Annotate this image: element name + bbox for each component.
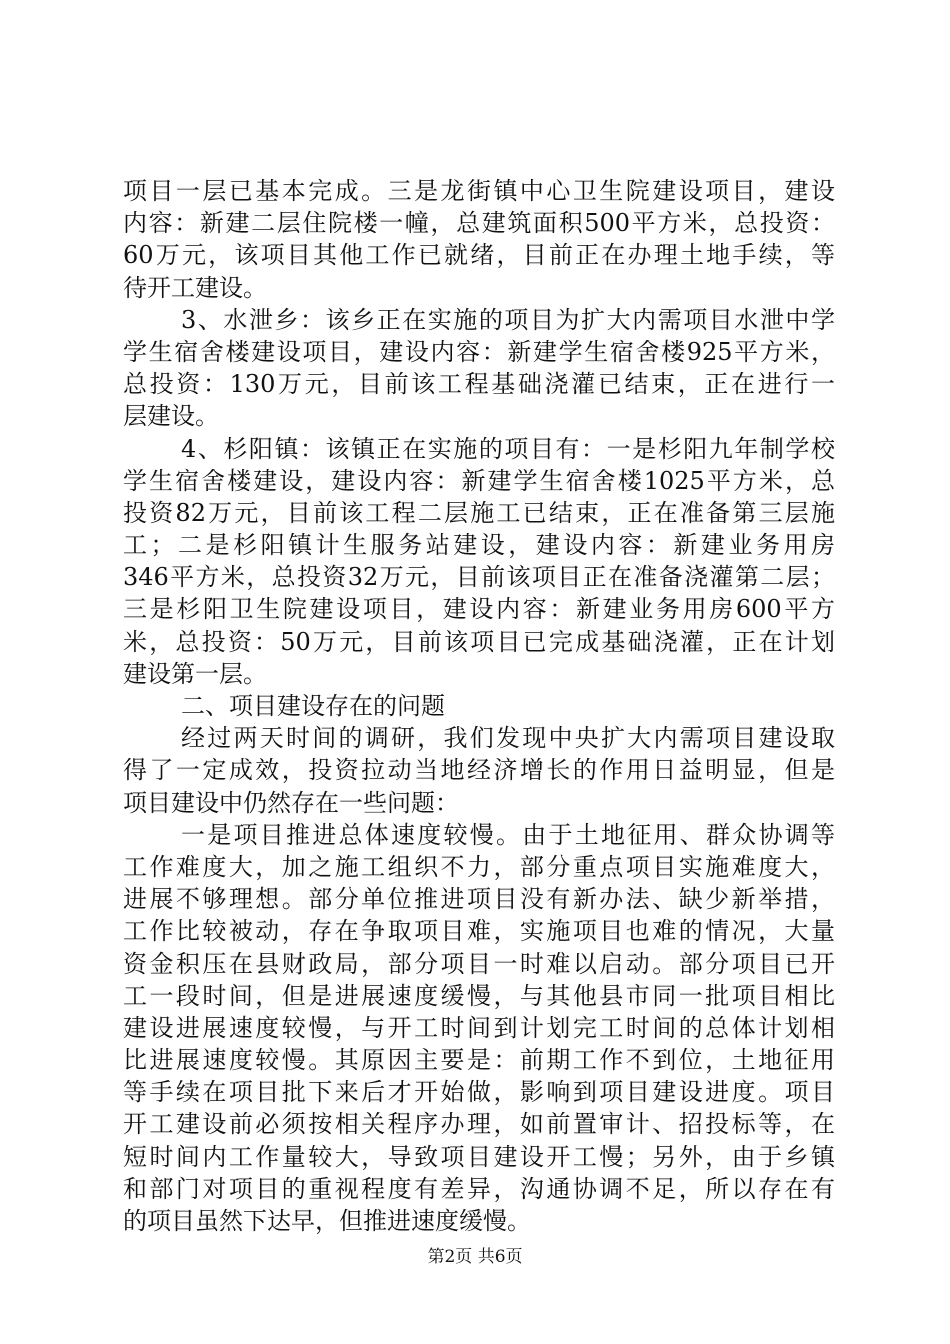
text-line: 比进展速度较慢。其原因主要是：前期工作不到位，土地征用 [123,1046,835,1075]
text-line: 进展不够理想。部分单位推进项目没有新办法、缺少新举措， [123,885,835,914]
text-line: 层建设。 [123,402,219,431]
text-line: 60万元，该项目其他工作已就绪，目前正在办理土地手续，等 [123,241,835,270]
text-line: 米，总投资：50万元，目前该项目已完成基础浇灌，正在计划 [123,627,835,656]
text-line: 学生宿舍楼建设项目，建设内容：新建学生宿舍楼925平方米， [123,337,835,366]
text-line: 346平方米，总投资32万元，目前该项目正在准备浇灌第二层； [123,563,835,592]
text-line: 待开工建设。 [123,273,267,302]
text-line: 等手续在项目批下来后才开始做，影响到项目建设进度。项目 [123,1078,835,1107]
text-line: 工作比较被动，存在争取项目难，实施项目也难的情况，大量 [123,917,835,946]
text-line: 开工建设前必须按相关程序办理，如前置审计、招投标等，在 [123,1110,835,1139]
text-line: 经过两天时间的调研，我们发现中央扩大内需项目建设取 [181,724,835,753]
text-line: 短时间内工作量较大，导致项目建设开工慢；另外，由于乡镇 [123,1142,835,1171]
text-line: 项目一层已基本完成。三是龙街镇中心卫生院建设项目，建设 [123,177,835,205]
text-line: 三是杉阳卫生院建设项目，建设内容：新建业务用房600平方 [123,595,835,624]
text-line: 一是项目推进总体速度较慢。由于土地征用、群众协调等 [181,820,835,849]
text-line: 的项目虽然下达早，但推进速度缓慢。 [123,1207,531,1235]
text-line: 4、杉阳镇：该镇正在实施的项目有：一是杉阳九年制学校 [181,434,835,463]
section-heading: 二、项目建设存在的问题 [181,692,445,720]
page-footer [0,1246,950,1268]
text-line: 建设第一层。 [123,659,267,688]
text-line: 工一段时间，但是进展速度缓慢，与其他县市同一批项目相比 [123,981,835,1010]
text-line: 总投资：130万元，目前该工程基础浇灌已结束，正在进行一 [123,370,835,399]
text-line: 内容：新建二层住院楼一幢，总建筑面积500平方米，总投资： [123,209,835,238]
text-line: 建设进展速度较慢，与开工时间到计划完工时间的总体计划相 [123,1013,835,1042]
text-line: 3、水泄乡：该乡正在实施的项目为扩大内需项目水泄中学 [181,305,835,334]
text-line: 和部门对项目的重视程度有差异，沟通协调不足，所以存在有 [123,1174,835,1203]
text-line: 得了一定成效，投资拉动当地经济增长的作用日益明显，但是 [123,756,835,785]
text-line: 项目建设中仍然存在一些问题： [123,788,459,817]
text-line: 资金积压在县财政局，部分项目一时难以启动。部分项目已开 [123,949,835,978]
text-line: 投资82万元，目前该工程二层施工已结束，正在准备第三层施 [123,498,835,527]
text-line: 学生宿舍楼建设，建设内容：新建学生宿舍楼1025平方米，总 [123,466,835,495]
document-body [123,175,835,1237]
text-line: 工作难度大，加之施工组织不力，部分重点项目实施难度大， [123,852,835,881]
text-line: 工；二是杉阳镇计生服务站建设，建设内容：新建业务用房 [123,531,835,560]
page-number-label: 第2页 共6页 [427,1247,523,1267]
